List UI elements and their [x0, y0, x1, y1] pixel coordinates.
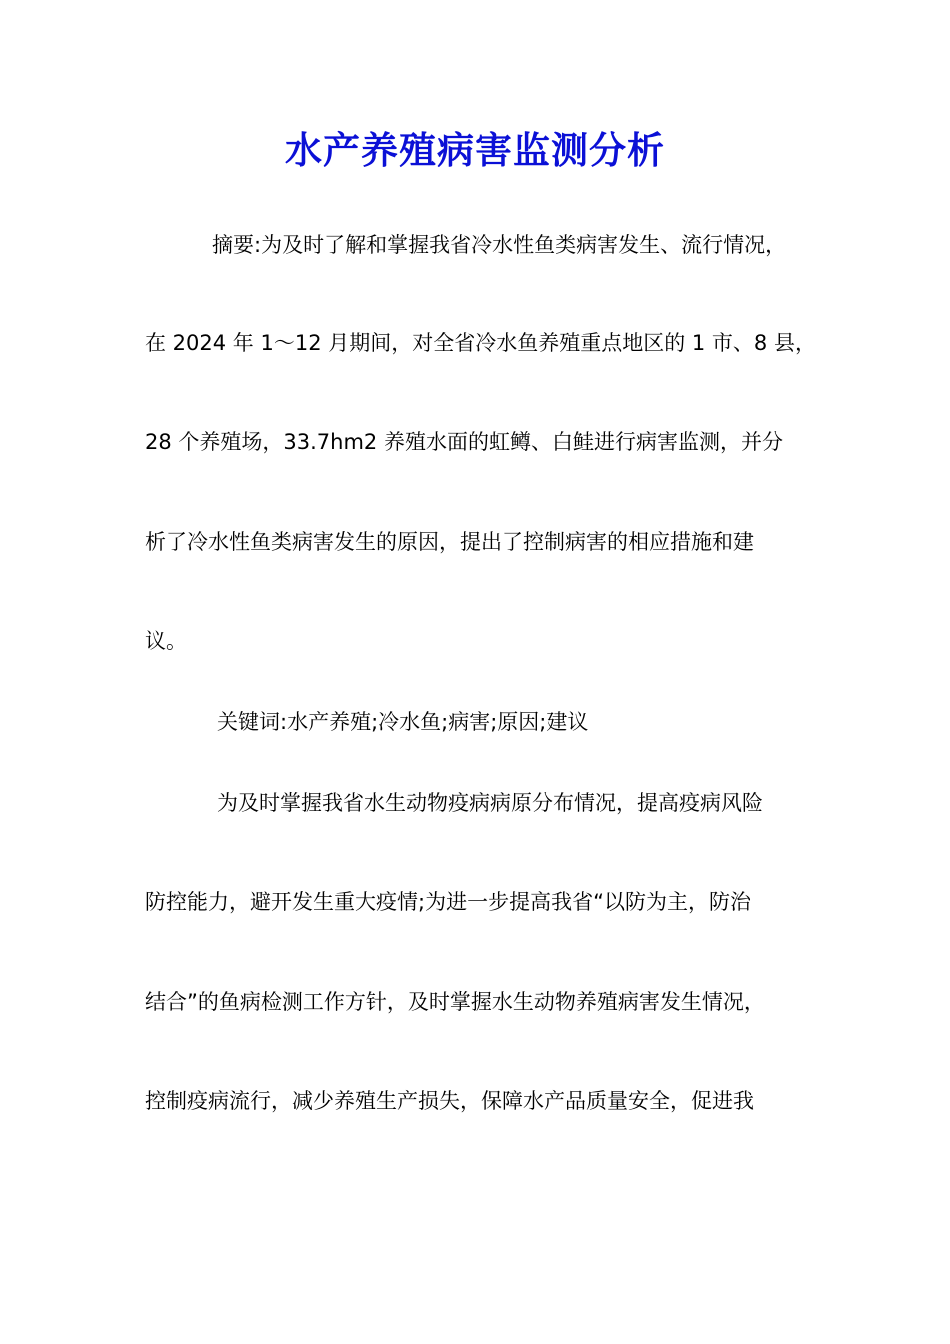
abstract-line: 摘要:为及时了解和掌握我省冷水性鱼类病害发生、流行情况，	[212, 233, 787, 257]
body-line: 为及时掌握我省水生动物疫病病原分布情况，提高疫病风险	[217, 791, 763, 815]
keywords-line: 关键词:水产养殖;冷水鱼;病害;原因;建议	[217, 710, 589, 734]
abstract-line: 在 2024 年 1～12 月期间，对全省冷水鱼养殖重点地区的 1 市、8 县，	[145, 331, 816, 355]
document-title: 水产养殖病害监测分析	[285, 128, 665, 172]
abstract-line: 议。	[145, 629, 187, 653]
body-line: 结合”的鱼病检测工作方针，及时掌握水生动物养殖病害发生情况，	[145, 990, 765, 1014]
abstract-line: 析了冷水性鱼类病害发生的原因，提出了控制病害的相应措施和建	[145, 530, 754, 554]
abstract-line: 28 个养殖场，33.7hm2 养殖水面的虹鳟、白鲑进行病害监测，并分	[145, 430, 783, 454]
body-line: 控制疫病流行，减少养殖生产损失，保障水产品质量安全，促进我	[145, 1089, 754, 1113]
body-line: 防控能力，避开发生重大疫情;为进一步提高我省“以防为主，防治	[145, 890, 751, 914]
